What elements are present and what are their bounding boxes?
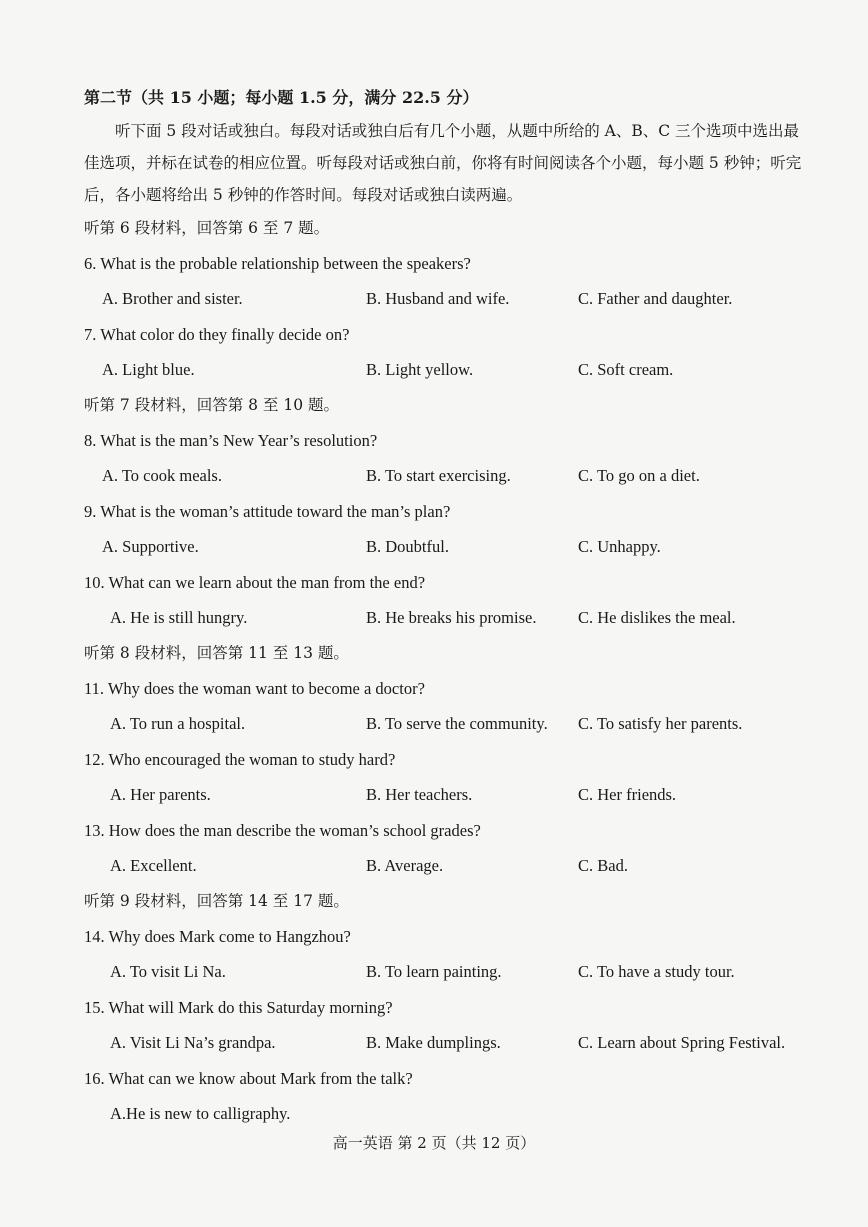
question-6-option-b: B. Husband and wife. [366, 289, 510, 308]
question-15-option-a: A. Visit Li Na’s grandpa. [110, 1033, 276, 1052]
question-13-options [84, 848, 808, 884]
question-10-option-c: C. He dislikes the meal. [578, 608, 736, 627]
question-8: 8. What is the man’s New Year’s resolution? [84, 431, 378, 450]
question-15-option-c: C. Learn about Spring Festival. [578, 1033, 786, 1052]
section-title: 第二节（共 15 小题；每小题 1.5 分，满分 22.5 分） [84, 88, 479, 107]
question-12: 12. Who encouraged the woman to study hard? [84, 750, 396, 769]
question-15: 15. What will Mark do this Saturday morning? [84, 998, 393, 1017]
question-10-option-a: A. He is still hungry. [110, 608, 248, 627]
question-6-option-a: A. Brother and sister. [102, 289, 243, 308]
question-9-option-c: C. Unhappy. [578, 537, 661, 556]
question-8-option-c: C. To go on a diet. [578, 466, 700, 485]
question-8-option-b: B. To start exercising. [366, 466, 511, 485]
question-12-options [84, 777, 808, 813]
question-7: 7. What color do they finally decide on? [84, 325, 350, 344]
question-7-option-a: A. Light blue. [102, 360, 195, 379]
question-12-option-a: A. Her parents. [110, 785, 211, 804]
question-10-option-b: B. He breaks his promise. [366, 608, 537, 627]
question-15-options [84, 1025, 808, 1061]
passage-header-6: 听第 6 段材料，回答第 6 至 7 题。 [84, 219, 330, 237]
question-12-option-c: C. Her friends. [578, 785, 677, 804]
question-14-option-a: A. To visit Li Na. [110, 962, 226, 981]
question-8-options [84, 458, 808, 494]
question-12-option-b: B. Her teachers. [366, 785, 473, 804]
page-footer: 高一英语 第 2 页（共 12 页） [332, 1134, 536, 1152]
passage-header-8: 听第 8 段材料，回答第 11 至 13 题。 [84, 644, 349, 662]
question-11-option-a: A. To run a hospital. [110, 714, 246, 733]
question-7-options [84, 352, 808, 388]
question-9-option-b: B. Doubtful. [366, 537, 449, 556]
question-11-option-b: B. To serve the community. [366, 714, 548, 733]
question-6-options [84, 281, 808, 317]
question-13-option-b: B. Average. [366, 856, 444, 875]
question-7-option-b: B. Light yellow. [366, 360, 474, 379]
question-16-option-a: A.He is new to calligraphy. [110, 1104, 291, 1123]
question-14-option-b: B. To learn painting. [366, 962, 502, 981]
question-9-options [84, 529, 808, 565]
question-14-options [84, 954, 808, 990]
section-instructions: 听下面 5 段对话或独白。每段对话或独白后有几个小题，从题中所给的 A、B、C 三个选项中选出最佳选项，并标在试卷的相应位置。听每段对话或独白前，你将有时间阅读各个小题，每小题 5 秒钟；听完后，各小题将给出 5 秒钟的作答时间。每段对话或独白读两遍。 [84, 122, 802, 204]
question-10: 10. What can we learn about the man from the end? [84, 573, 426, 592]
question-9: 9. What is the woman’s attitude toward the man’s plan? [84, 502, 451, 521]
question-13-option-a: A. Excellent. [110, 856, 197, 875]
question-16-options [84, 1096, 808, 1132]
question-10-options [84, 600, 808, 636]
passage-header-7: 听第 7 段材料，回答第 8 至 10 题。 [84, 396, 340, 414]
question-11-option-c: C. To satisfy her parents. [578, 714, 743, 733]
question-8-option-a: A. To cook meals. [102, 466, 222, 485]
question-14-option-c: C. To have a study tour. [578, 962, 735, 981]
passage-header-9: 听第 9 段材料，回答第 14 至 17 题。 [84, 892, 349, 910]
question-13-option-c: C. Bad. [578, 856, 628, 875]
question-11: 11. Why does the woman want to become a doctor? [84, 679, 425, 698]
question-9-option-a: A. Supportive. [102, 537, 199, 556]
question-6-option-c: C. Father and daughter. [578, 289, 733, 308]
question-15-option-b: B. Make dumplings. [366, 1033, 501, 1052]
question-6: 6. What is the probable relationship between the speakers? [84, 254, 471, 273]
question-11-options [84, 706, 808, 742]
question-7-option-c: C. Soft cream. [578, 360, 674, 379]
question-13: 13. How does the man describe the woman’s school grades? [84, 821, 481, 840]
question-14: 14. Why does Mark come to Hangzhou? [84, 927, 351, 946]
question-16: 16. What can we know about Mark from the talk? [84, 1069, 413, 1088]
